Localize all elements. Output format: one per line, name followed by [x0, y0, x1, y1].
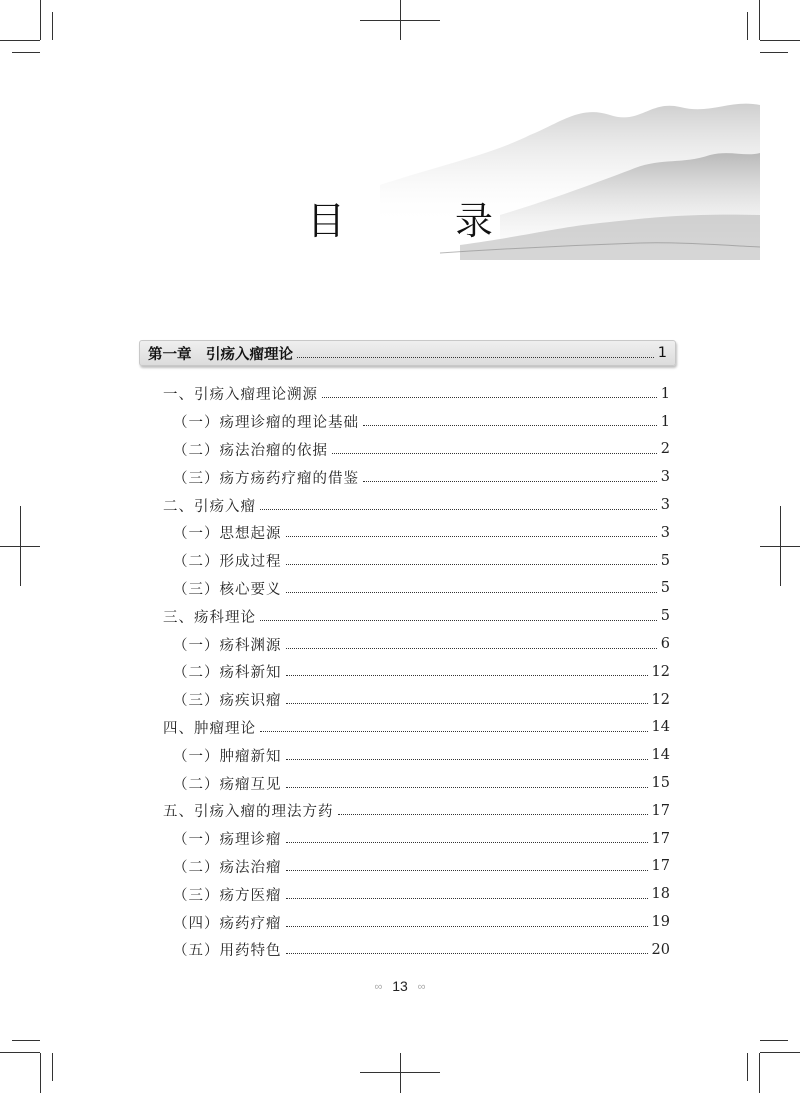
- toc-entry-text: 四、肿瘤理论: [163, 720, 256, 737]
- toc-entry-text: （四）疡药疗瘤: [173, 915, 282, 932]
- toc-entry[interactable]: [163, 630, 670, 658]
- toc-entry-text: （一）疡理诊瘤: [173, 832, 282, 849]
- dot-leader: [363, 425, 657, 426]
- toc-entry-page: 1: [660, 413, 670, 430]
- ornament-icon: ∞: [417, 981, 426, 993]
- toc-entry-page: 3: [660, 469, 670, 486]
- toc-entry-page: 2: [660, 441, 670, 458]
- dot-leader: [338, 814, 648, 815]
- dot-leader: [286, 787, 648, 788]
- toc-entry[interactable]: [163, 408, 670, 436]
- dot-leader: [286, 592, 657, 593]
- toc-entry-text: （一）疡理诊瘤的理论基础: [173, 415, 359, 432]
- toc-entry-page: 5: [660, 608, 670, 625]
- toc-entry[interactable]: [163, 436, 670, 464]
- page-title: 目 录: [306, 199, 529, 243]
- dot-leader: [297, 357, 654, 358]
- toc-entry-page: 17: [651, 830, 670, 847]
- dot-leader: [286, 759, 648, 760]
- toc-entry-text: （二）疡法治瘤的依据: [173, 442, 328, 459]
- toc-entry[interactable]: [163, 714, 670, 742]
- toc-entry-page: 19: [651, 914, 670, 931]
- toc-entry-page: 15: [651, 775, 670, 792]
- ornament-icon: ∞: [374, 981, 383, 993]
- toc-entry-text: （一）肿瘤新知: [173, 748, 282, 765]
- chapter-label: 第一章 引疡入瘤理论: [148, 346, 293, 363]
- toc-entry[interactable]: [163, 880, 670, 908]
- toc-entry-text: （二）疡科新知: [173, 665, 282, 682]
- chapter-page: 1: [657, 345, 667, 361]
- page-footer: [0, 978, 800, 994]
- toc-entry-page: 17: [651, 802, 670, 819]
- toc-entry-page: 17: [651, 858, 670, 875]
- dot-leader: [286, 564, 657, 565]
- toc-entry[interactable]: [163, 853, 670, 881]
- dot-leader: [286, 536, 657, 537]
- toc-entry[interactable]: [163, 491, 670, 519]
- dot-leader: [286, 675, 648, 676]
- page-number: 13: [392, 978, 408, 994]
- toc-entry-page: 3: [660, 524, 670, 541]
- dot-leader: [260, 731, 648, 732]
- toc-entry[interactable]: [163, 519, 670, 547]
- toc-entry[interactable]: [163, 908, 670, 936]
- dot-leader: [286, 926, 648, 927]
- toc-entry-text: （三）疡疾识瘤: [173, 693, 282, 710]
- dot-leader: [286, 870, 648, 871]
- toc-entry-page: 6: [660, 636, 670, 653]
- dot-leader: [286, 703, 648, 704]
- toc-entry-text: （二）形成过程: [173, 554, 282, 571]
- toc-entry[interactable]: [163, 769, 670, 797]
- toc-entry[interactable]: [163, 825, 670, 853]
- toc-entry-page: 14: [651, 747, 670, 764]
- toc-entry-text: （三）疡方疡药疗瘤的借鉴: [173, 470, 359, 487]
- toc-entry-text: 二、引疡入瘤: [163, 498, 256, 515]
- toc-entry-text: 三、疡科理论: [163, 609, 256, 626]
- dot-leader: [260, 509, 657, 510]
- dot-leader: [322, 397, 657, 398]
- toc-entry-page: 5: [660, 580, 670, 597]
- toc-entry-text: （一）疡科渊源: [173, 637, 282, 654]
- toc-entry[interactable]: [163, 463, 670, 491]
- toc-entry-page: 18: [651, 886, 670, 903]
- toc-entry[interactable]: [163, 797, 670, 825]
- toc-entry[interactable]: [163, 658, 670, 686]
- dot-leader: [363, 481, 657, 482]
- dot-leader: [286, 842, 648, 843]
- toc-entry-text: （一）思想起源: [173, 526, 282, 543]
- toc-entry-text: （三）疡方医瘤: [173, 887, 282, 904]
- toc-entry-page: 3: [660, 497, 670, 514]
- toc-list: [163, 380, 670, 964]
- toc-entry-page: 1: [660, 385, 670, 402]
- chapter-heading[interactable]: [139, 340, 676, 366]
- dot-leader: [286, 898, 648, 899]
- toc-entry-text: （二）疡瘤互见: [173, 776, 282, 793]
- dot-leader: [286, 953, 648, 954]
- toc-entry[interactable]: [163, 575, 670, 603]
- toc-entry[interactable]: [163, 602, 670, 630]
- toc-entry[interactable]: [163, 686, 670, 714]
- toc-entry[interactable]: [163, 741, 670, 769]
- dot-leader: [332, 453, 657, 454]
- toc-entry[interactable]: [163, 380, 670, 408]
- toc-entry-page: 20: [651, 941, 670, 958]
- toc-entry-text: （三）核心要义: [173, 581, 282, 598]
- toc-entry-page: 5: [660, 552, 670, 569]
- toc-entry-page: 12: [651, 663, 670, 680]
- toc-entry-text: 一、引疡入瘤理论溯源: [163, 387, 318, 404]
- toc-entry-text: （二）疡法治瘤: [173, 859, 282, 876]
- dot-leader: [260, 620, 657, 621]
- toc-entry-page: 14: [651, 719, 670, 736]
- toc-entry-page: 12: [651, 691, 670, 708]
- toc-entry-text: （五）用药特色: [173, 943, 282, 960]
- toc-entry[interactable]: [163, 936, 670, 964]
- toc-entry[interactable]: [163, 547, 670, 575]
- toc-entry-text: 五、引疡入瘤的理法方药: [163, 804, 334, 821]
- dot-leader: [286, 648, 657, 649]
